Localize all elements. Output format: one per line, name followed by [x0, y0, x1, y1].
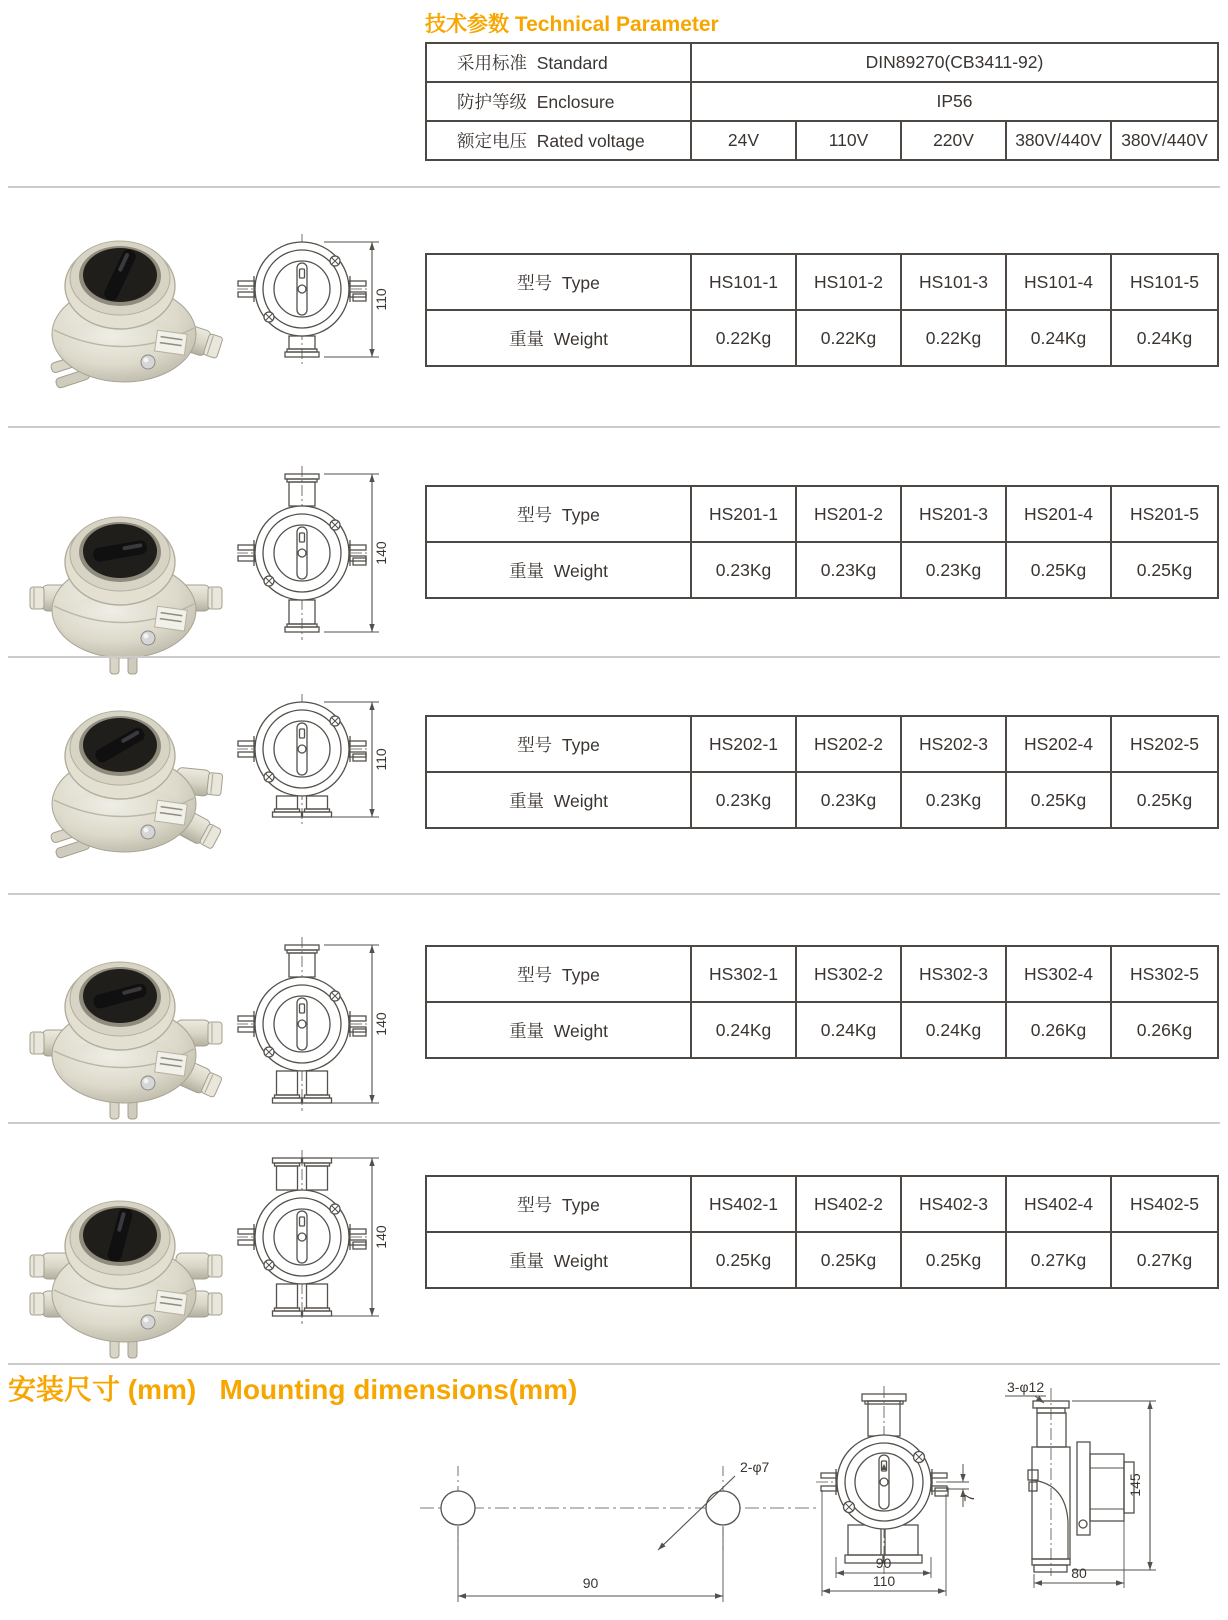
weight-cell: 0.25Kg — [691, 1232, 796, 1288]
divider-line — [8, 186, 1220, 188]
divider-line — [8, 656, 1220, 658]
param-value: 380V/440V — [1111, 121, 1218, 160]
weight-cell: 0.24Kg — [796, 1002, 901, 1058]
svg-text:80: 80 — [1071, 1565, 1087, 1581]
weight-label: 重量 Weight — [426, 310, 691, 366]
svg-text:110: 110 — [373, 748, 389, 771]
svg-text:3-φ12: 3-φ12 — [1007, 1379, 1045, 1395]
type-cell: HS302-2 — [796, 946, 901, 1002]
type-label: 型号 Type — [426, 254, 691, 310]
mounting-front-view-drawing — [788, 1378, 978, 1610]
param-value: 110V — [796, 121, 901, 160]
weight-cell: 0.23Kg — [691, 772, 796, 828]
type-cell: HS202-3 — [901, 716, 1006, 772]
type-cell: HS101-1 — [691, 254, 796, 310]
tech-parameter-title: 技术参数 Technical Parameter — [425, 13, 719, 36]
svg-text:110: 110 — [872, 1573, 896, 1589]
weight-cell: 0.23Kg — [901, 772, 1006, 828]
product-photo — [20, 935, 232, 1127]
type-cell: HS202-5 — [1111, 716, 1218, 772]
svg-text:140: 140 — [373, 1225, 389, 1249]
type-cell: HS302-5 — [1111, 946, 1218, 1002]
product-drawing — [232, 933, 402, 1117]
type-cell: HS302-4 — [1006, 946, 1111, 1002]
weight-cell: 0.25Kg — [1111, 542, 1218, 598]
hs302-spec-table — [425, 945, 1219, 1059]
type-label: 型号 Type — [426, 1176, 691, 1232]
product-drawing — [232, 1146, 402, 1330]
svg-text:90: 90 — [582, 1575, 599, 1591]
product-drawing — [232, 230, 402, 371]
weight-cell: 0.24Kg — [1111, 310, 1218, 366]
weight-cell: 0.23Kg — [796, 542, 901, 598]
weight-cell: 0.24Kg — [1006, 310, 1111, 366]
weight-label: 重量 Weight — [426, 542, 691, 598]
weight-cell: 0.23Kg — [691, 542, 796, 598]
mounting-dimensions-title: 安装尺寸 (mm) Mounting dimensions(mm) — [8, 1374, 578, 1405]
product-photo — [20, 214, 232, 406]
hs202-spec-table — [425, 715, 1219, 829]
type-cell: HS402-1 — [691, 1176, 796, 1232]
type-cell: HS101-2 — [796, 254, 901, 310]
svg-text:145: 145 — [1127, 1473, 1143, 1497]
param-value: IP56 — [691, 82, 1218, 121]
type-label: 型号 Type — [426, 486, 691, 542]
product-photo — [20, 1174, 232, 1366]
weight-cell: 0.23Kg — [901, 542, 1006, 598]
type-cell: HS402-3 — [901, 1176, 1006, 1232]
weight-cell: 0.25Kg — [901, 1232, 1006, 1288]
weight-cell: 0.24Kg — [901, 1002, 1006, 1058]
type-cell: HS201-3 — [901, 486, 1006, 542]
type-label: 型号 Type — [426, 946, 691, 1002]
weight-label: 重量 Weight — [426, 1002, 691, 1058]
product-drawing — [232, 462, 402, 646]
weight-cell: 0.26Kg — [1006, 1002, 1111, 1058]
param-value: DIN89270(CB3411-92) — [691, 43, 1218, 82]
type-cell: HS302-1 — [691, 946, 796, 1002]
weight-cell: 0.25Kg — [1006, 772, 1111, 828]
weight-cell: 0.27Kg — [1006, 1232, 1111, 1288]
product-photo — [20, 490, 232, 682]
product-drawing — [232, 690, 402, 831]
weight-cell: 0.23Kg — [796, 772, 901, 828]
type-cell: HS201-2 — [796, 486, 901, 542]
type-cell: HS201-5 — [1111, 486, 1218, 542]
weight-cell: 0.25Kg — [1006, 542, 1111, 598]
weight-label: 重量 Weight — [426, 772, 691, 828]
mounting-side-view-drawing — [988, 1372, 1224, 1608]
type-cell: HS101-5 — [1111, 254, 1218, 310]
param-value: 24V — [691, 121, 796, 160]
param-label: 防护等级 Enclosure — [426, 82, 691, 121]
hs101-spec-table — [425, 253, 1219, 367]
param-label: 额定电压 Rated voltage — [426, 121, 691, 160]
mounting-hole-pattern-drawing — [408, 1428, 832, 1612]
divider-line — [8, 426, 1220, 428]
svg-text:90: 90 — [875, 1555, 892, 1571]
weight-cell: 0.24Kg — [691, 1002, 796, 1058]
weight-cell: 0.25Kg — [796, 1232, 901, 1288]
svg-text:140: 140 — [373, 1012, 389, 1036]
type-cell: HS101-4 — [1006, 254, 1111, 310]
type-cell: HS302-3 — [901, 946, 1006, 1002]
type-cell: HS402-4 — [1006, 1176, 1111, 1232]
type-cell: HS402-5 — [1111, 1176, 1218, 1232]
svg-text:2-φ7: 2-φ7 — [740, 1459, 770, 1475]
type-cell: HS202-4 — [1006, 716, 1111, 772]
divider-line — [8, 1122, 1220, 1124]
weight-cell: 0.25Kg — [1111, 772, 1218, 828]
type-cell: HS202-2 — [796, 716, 901, 772]
param-label: 采用标准 Standard — [426, 43, 691, 82]
weight-cell: 0.26Kg — [1111, 1002, 1218, 1058]
product-photo — [20, 684, 232, 876]
type-cell: HS201-4 — [1006, 486, 1111, 542]
technical-parameter-table-grid — [425, 42, 1219, 161]
divider-line — [8, 893, 1220, 895]
type-label: 型号 Type — [426, 716, 691, 772]
type-cell: HS101-3 — [901, 254, 1006, 310]
type-cell: HS201-1 — [691, 486, 796, 542]
type-cell: HS202-1 — [691, 716, 796, 772]
weight-cell: 0.22Kg — [901, 310, 1006, 366]
svg-text:7: 7 — [961, 1494, 977, 1502]
hs201-spec-table — [425, 485, 1219, 599]
weight-label: 重量 Weight — [426, 1232, 691, 1288]
weight-cell: 0.22Kg — [796, 310, 901, 366]
svg-text:110: 110 — [373, 288, 389, 311]
weight-cell: 0.27Kg — [1111, 1232, 1218, 1288]
hs402-spec-table — [425, 1175, 1219, 1289]
technical-parameter-table — [425, 42, 1219, 161]
svg-text:140: 140 — [373, 541, 389, 565]
divider-line — [8, 1363, 1220, 1365]
weight-cell: 0.22Kg — [691, 310, 796, 366]
type-cell: HS402-2 — [796, 1176, 901, 1232]
param-value: 220V — [901, 121, 1006, 160]
param-value: 380V/440V — [1006, 121, 1111, 160]
